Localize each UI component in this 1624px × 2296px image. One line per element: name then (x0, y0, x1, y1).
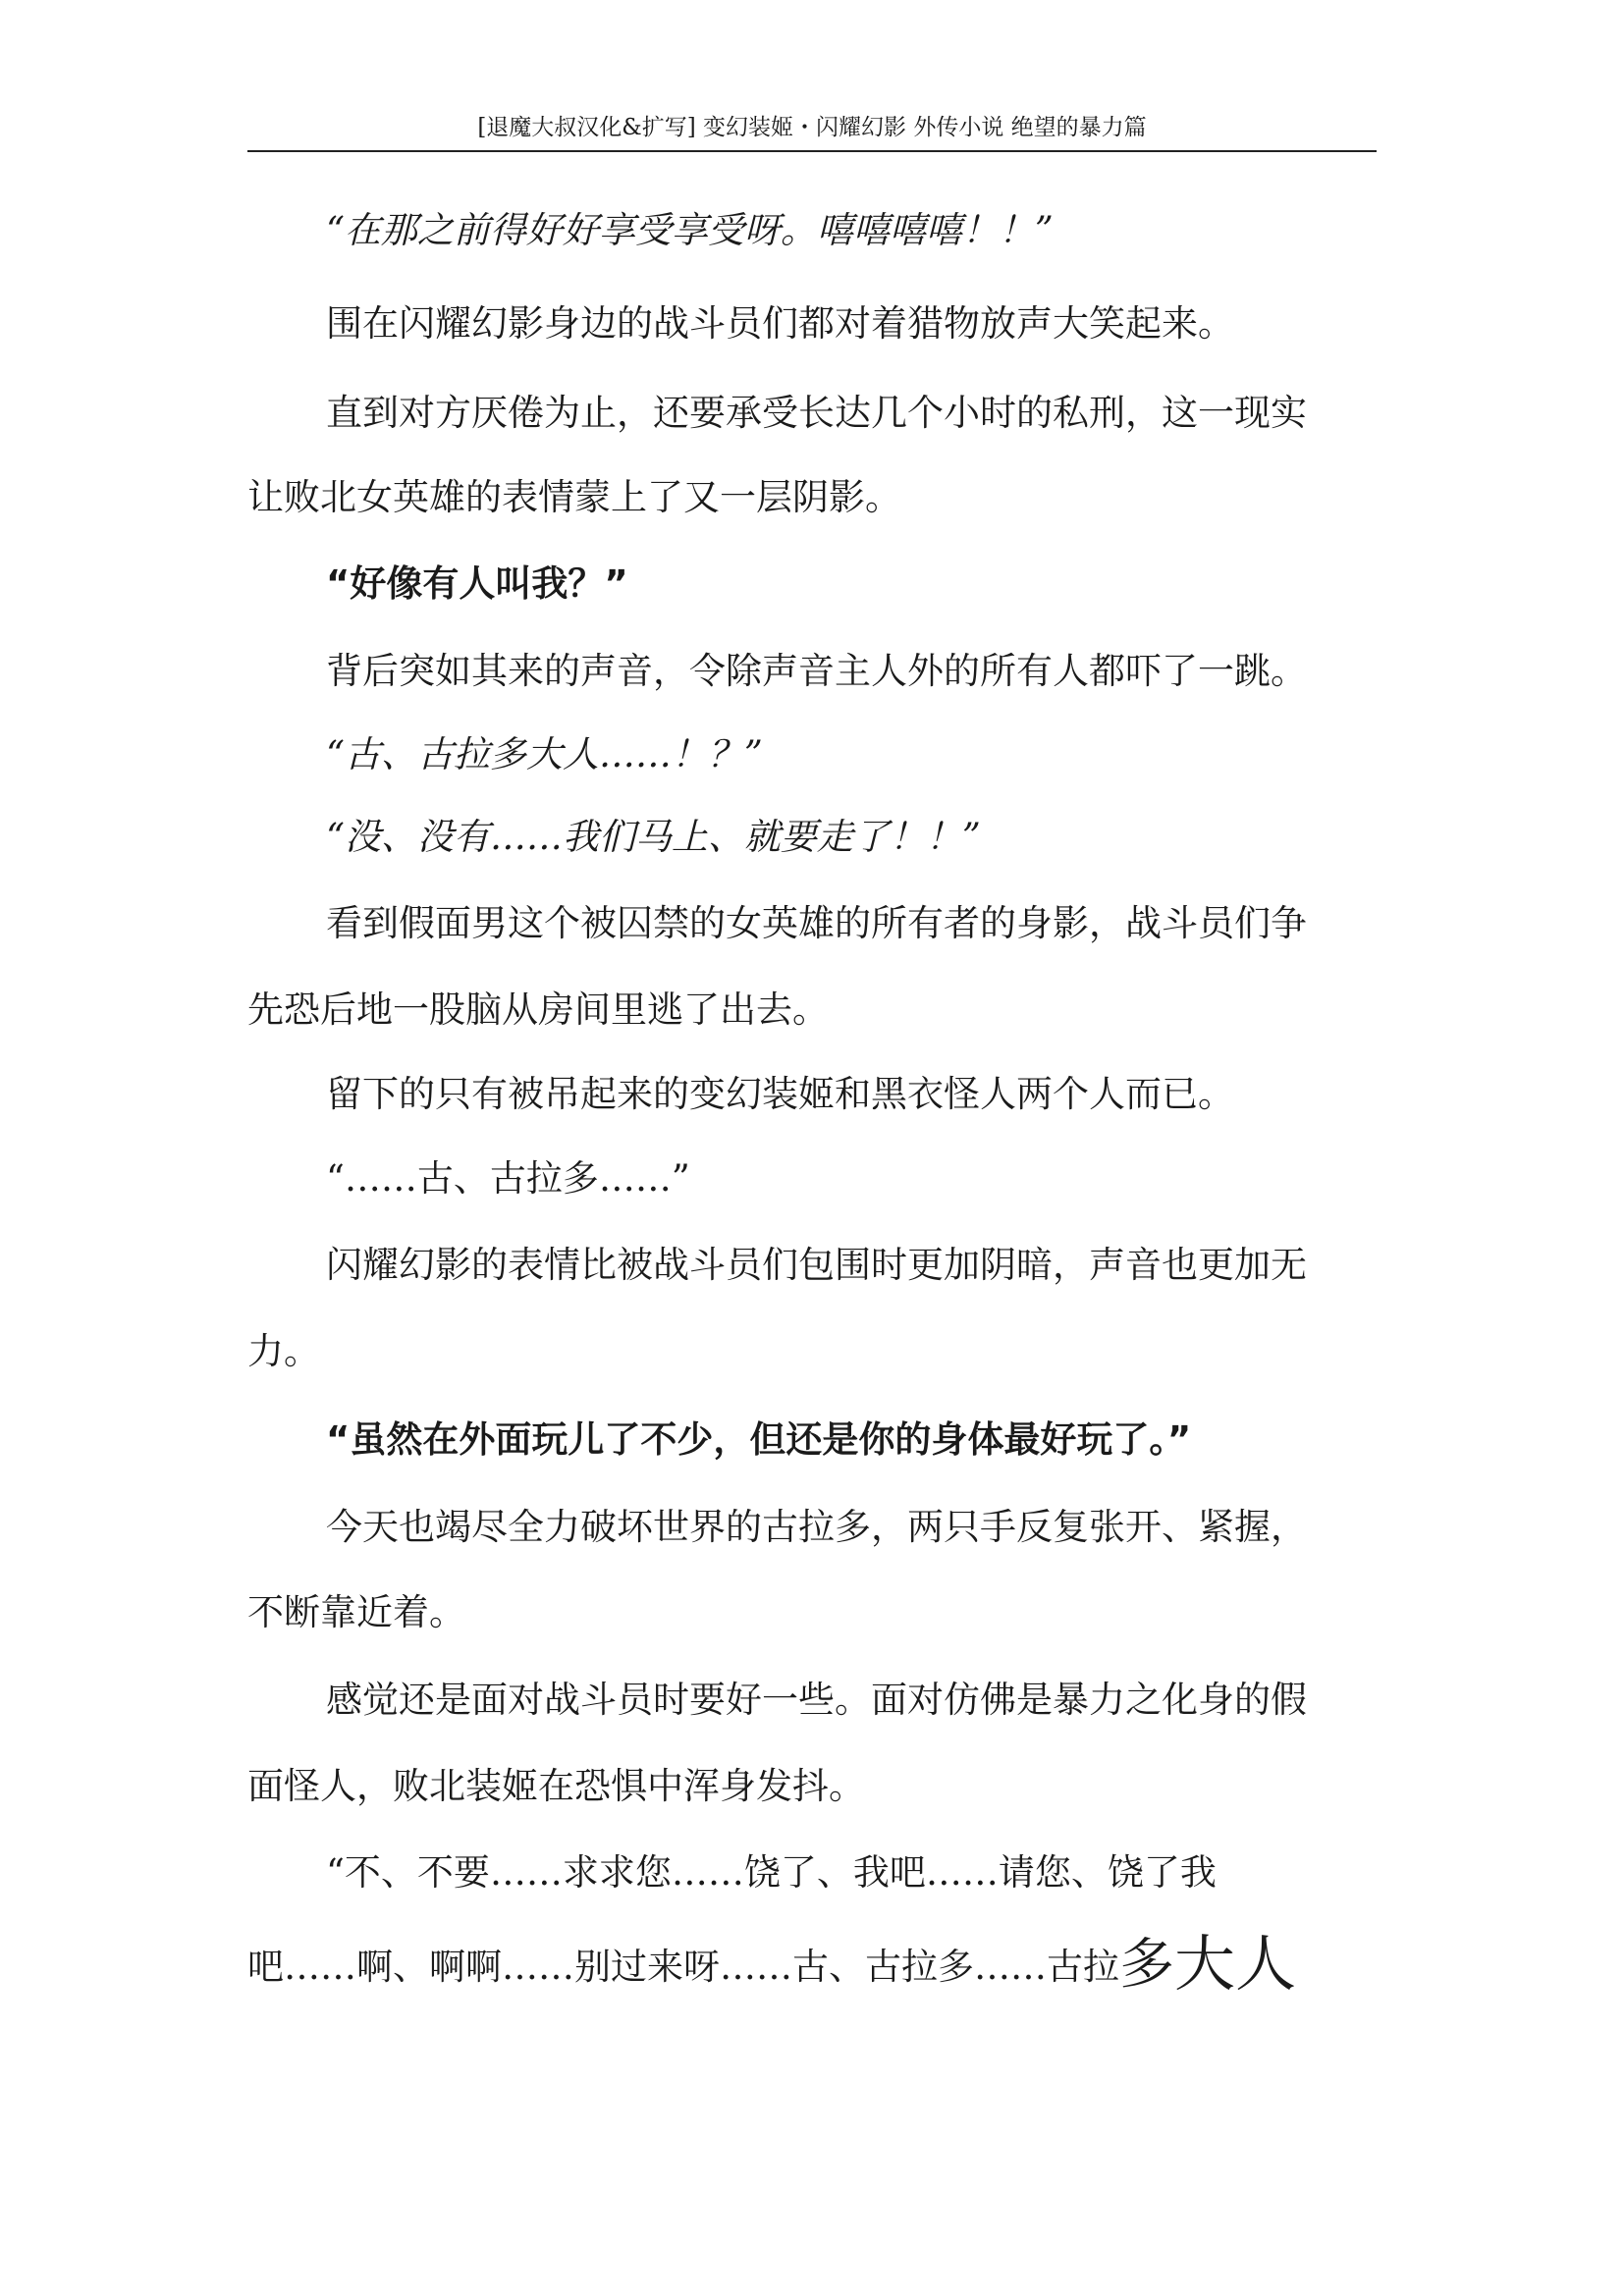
running-header: [退魔大叔汉化&扩写] 变幻装姬・闪耀幻影 外传小说 绝望的暴力篇 (477, 115, 1147, 140)
paragraph-line: 背后突如其来的声音，令除声音主人外的所有人都吓了一跳。 (326, 650, 1307, 692)
dialogue-line: “……古、古拉多……” (326, 1157, 690, 1200)
dialogue-line: “在那之前得好好享受享受呀。嘻嘻嘻嘻！！” (326, 209, 1054, 251)
paragraph-line: 先恐后地一股脑从房间里逃了出去。 (247, 988, 829, 1031)
enlarged-text: 大人 (1174, 1928, 1297, 2000)
paragraph-line: 今天也竭尽全力破坏世界的古拉多，两只手反复张开、紧握， (326, 1506, 1307, 1548)
paragraph-line: 围在闪耀幻影身边的战斗员们都对着猎物放声大笑起来。 (326, 302, 1234, 345)
enlarged-text: 多 (1119, 1933, 1174, 1997)
dialogue-line: “好像有人叫我？” (326, 562, 628, 605)
paragraph-line: 不断靠近着。 (247, 1591, 465, 1633)
paragraph-line: 感觉还是面对战斗员时要好一些。面对仿佛是暴力之化身的假 (326, 1679, 1307, 1721)
dialogue-line: “不、不要……求求您……饶了、我吧……请您、饶了我 (326, 1851, 1217, 1894)
paragraph-line: 看到假面男这个被囚禁的女英雄的所有者的身影，战斗员们争 (326, 902, 1307, 944)
paragraph-line: 力。 (247, 1330, 320, 1372)
header-rule (247, 150, 1377, 152)
dialogue-line-text: 吧……啊、啊啊……别过来呀……古、古拉多……古拉 (247, 1946, 1119, 1988)
dialogue-line: “没、没有……我们马上、就要走了！！” (326, 816, 981, 858)
paragraph-line: 面怪人，败北装姬在恐惧中浑身发抖。 (247, 1765, 865, 1807)
dialogue-line-final (247, 1928, 1297, 2000)
paragraph-line: 让败北女英雄的表情蒙上了又一层阴影。 (247, 476, 901, 518)
paragraph-line: 留下的只有被吊起来的变幻装姬和黑衣怪人两个人而已。 (326, 1073, 1234, 1115)
dialogue-line: “古、古拉多大人……！？” (326, 733, 763, 775)
paragraph-line: 直到对方厌倦为止，还要承受长达几个小时的私刑，这一现实 (326, 392, 1307, 434)
dialogue-line: “虽然在外面玩儿了不少，但还是你的身体最好玩了。” (326, 1418, 1192, 1461)
paragraph-line: 闪耀幻影的表情比被战斗员们包围时更加阴暗，声音也更加无 (326, 1244, 1307, 1286)
